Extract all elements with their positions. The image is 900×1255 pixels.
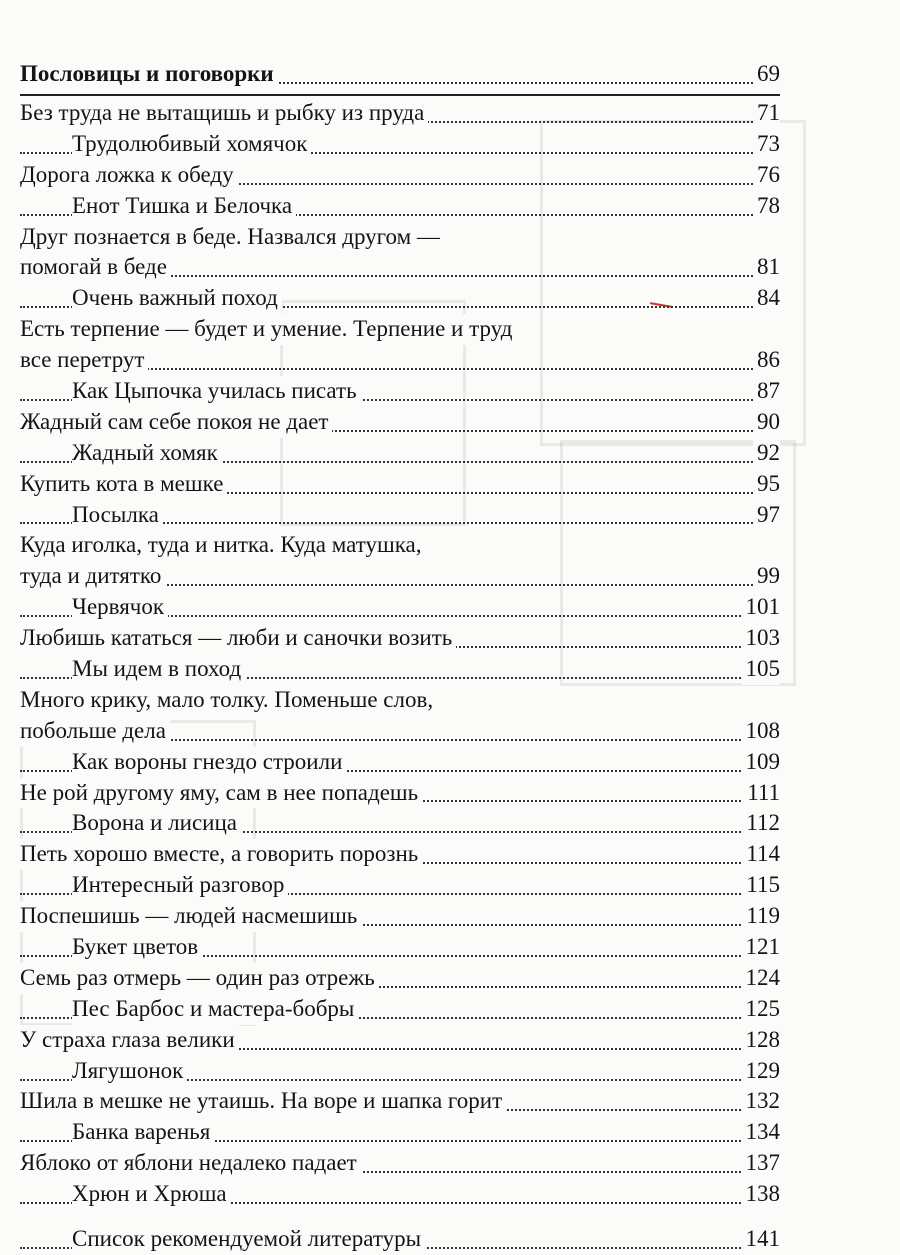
toc-entry-page: 95 xyxy=(753,469,780,500)
toc-entry xyxy=(20,747,780,778)
toc-entry-title: Не рой другому яму, сам в нее попадешь xyxy=(20,778,422,809)
toc-entry-title: Яблоко от яблони недалеко падает xyxy=(20,1148,361,1179)
toc-entry xyxy=(20,438,780,469)
toc-entry-page: 86 xyxy=(753,345,780,376)
toc-heading-page: 69 xyxy=(753,59,780,90)
toc-entry-page: 90 xyxy=(753,407,780,438)
toc-entry-title: Семь раз отмерь — один раз отрежь xyxy=(20,963,379,994)
toc-entry-title: побольше дела xyxy=(20,716,170,747)
toc-entry xyxy=(20,160,780,191)
toc-entry-title: Очень важный поход xyxy=(72,283,282,314)
toc-entry xyxy=(20,654,780,685)
toc-entry xyxy=(20,685,780,716)
toc-entry xyxy=(20,469,780,500)
toc-entry-page: 137 xyxy=(742,1148,781,1179)
toc-entry-page: 78 xyxy=(753,191,780,222)
toc-entry xyxy=(20,994,780,1025)
toc-entry xyxy=(20,222,780,253)
toc-entry-title: Букет цветов xyxy=(72,932,202,963)
toc-entry-page: 76 xyxy=(753,160,780,191)
toc-entry-title: Енот Тишка и Белочка xyxy=(72,191,296,222)
toc-entry-title: Червячок xyxy=(72,592,168,623)
toc-entry-title: все перетрут xyxy=(20,345,148,376)
toc-entry-title: Как Цыпочка училась писать xyxy=(72,376,361,407)
toc-entry-title: Мы идем в поход xyxy=(72,654,245,685)
toc-entry xyxy=(20,778,780,809)
toc-entry xyxy=(20,1148,780,1179)
toc-entry-title: Без труда не вытащишь и рыбку из пруда xyxy=(20,98,428,129)
toc-entry-page: 101 xyxy=(742,592,781,623)
toc-entry xyxy=(20,314,780,345)
toc-entry xyxy=(20,345,780,376)
toc-entry-page: 114 xyxy=(742,839,780,870)
toc-entry-page: 125 xyxy=(742,994,781,1025)
toc-entry xyxy=(20,623,780,654)
toc-entry-title: Поспешишь — людей насмешишь xyxy=(20,901,361,932)
toc-entry-title: помогай в беде xyxy=(20,252,171,283)
toc-entry-title: Лягушонок xyxy=(72,1056,187,1087)
toc-entry xyxy=(20,592,780,623)
toc-entry xyxy=(20,1025,780,1056)
toc-entry-page: 124 xyxy=(742,963,781,994)
toc-entry-page: 81 xyxy=(753,252,780,283)
toc-entry-page: 108 xyxy=(742,716,781,747)
toc-entry xyxy=(20,1117,780,1148)
toc-entry xyxy=(20,98,780,129)
toc-entry-page: 138 xyxy=(742,1179,781,1210)
toc-entry-page: 105 xyxy=(742,654,781,685)
heading-rule xyxy=(20,94,780,96)
toc-entry-page: 132 xyxy=(742,1086,781,1117)
toc-entry-title: Шила в мешке не утаишь. На воре и шапка горит xyxy=(20,1086,506,1117)
toc-entry xyxy=(20,870,780,901)
toc-entry-title: Как вороны гнездо строили xyxy=(72,747,346,778)
toc-entry xyxy=(20,407,780,438)
toc-entry-title: Есть терпение — будет и умение. Терпение и труд xyxy=(20,314,516,345)
table-of-contents xyxy=(20,58,780,1255)
toc-entry-title: Купить кота в мешке xyxy=(20,469,227,500)
toc-entry-title: Трудолюбивый хомячок xyxy=(72,129,311,160)
toc-entry xyxy=(20,191,780,222)
toc-entry-page: 73 xyxy=(753,129,780,160)
toc-heading xyxy=(20,58,780,90)
toc-entry xyxy=(20,500,780,531)
toc-entry-title: Друг познается в беде. Назвался другом — xyxy=(20,222,444,253)
toc-entry-page: 84 xyxy=(753,283,780,314)
toc-entry-title: Жадный сам себе покоя не дает xyxy=(20,407,332,438)
toc-entry-page: 103 xyxy=(742,623,781,654)
toc-entry-title: Банка варенья xyxy=(72,1117,214,1148)
toc-entry xyxy=(20,530,780,561)
toc-entry-page: 129 xyxy=(742,1056,781,1087)
toc-entry-page: 112 xyxy=(742,808,780,839)
toc-entry-page: 87 xyxy=(753,376,780,407)
toc-entry xyxy=(20,1179,780,1210)
toc-entry xyxy=(20,716,780,747)
toc-entry xyxy=(20,283,780,314)
toc-entry-title: Дорога ложка к обеду xyxy=(20,160,238,191)
toc-entry-page: 109 xyxy=(742,747,781,778)
toc-entry-title: Петь хорошо вместе, а говорить порознь xyxy=(20,839,422,870)
toc-entry-page: 121 xyxy=(742,932,781,963)
toc-entry xyxy=(20,1087,780,1118)
toc-entry-page: 111 xyxy=(743,778,780,809)
toc-entry xyxy=(20,561,780,592)
spacer xyxy=(20,1210,780,1224)
toc-entry xyxy=(20,808,780,839)
toc-entry xyxy=(20,252,780,283)
toc-entry-page: 115 xyxy=(742,870,780,901)
toc-entry xyxy=(20,129,780,160)
toc-heading-title: Пословицы и поговорки xyxy=(20,59,278,90)
toc-entry-title: Хрюн и Хрюша xyxy=(72,1179,231,1210)
toc-entry-page: 134 xyxy=(742,1117,781,1148)
toc-entry-title: Много крику, мало толку. Поменьше слов, xyxy=(20,685,437,716)
toc-entry-title: туда и дитятко xyxy=(20,561,165,592)
toc-footer-title: Список рекомендуемой литературы xyxy=(72,1224,425,1255)
toc-entry-title: Куда иголка, туда и нитка. Куда матушка, xyxy=(20,530,426,561)
toc-entry xyxy=(20,376,780,407)
toc-entry-page: 71 xyxy=(753,98,780,129)
toc-footer-entry xyxy=(20,1224,780,1255)
toc-entries xyxy=(20,98,780,1210)
toc-entry xyxy=(20,1056,780,1087)
toc-entry-page: 97 xyxy=(753,500,780,531)
toc-entry xyxy=(20,963,780,994)
toc-entry xyxy=(20,901,780,932)
toc-entry-page: 92 xyxy=(753,438,780,469)
toc-entry-title: Любишь кататься — люби и саночки возить xyxy=(20,623,456,654)
toc-entry-title: Пес Барбос и мастера-бобры xyxy=(72,994,358,1025)
toc-entry-page: 119 xyxy=(742,901,780,932)
toc-entry-page: 99 xyxy=(753,561,780,592)
toc-entry-page: 128 xyxy=(742,1025,781,1056)
toc-entry-title: Интересный разговор xyxy=(72,870,288,901)
toc-footer-page: 141 xyxy=(742,1224,781,1255)
toc-entry-title: Жадный хомяк xyxy=(72,438,222,469)
toc-entry-title: Ворона и лисица xyxy=(72,808,241,839)
toc-entry xyxy=(20,932,780,963)
toc-entry xyxy=(20,839,780,870)
toc-entry-title: У страха глаза велики xyxy=(20,1025,239,1056)
toc-entry-title: Посылка xyxy=(72,500,163,531)
